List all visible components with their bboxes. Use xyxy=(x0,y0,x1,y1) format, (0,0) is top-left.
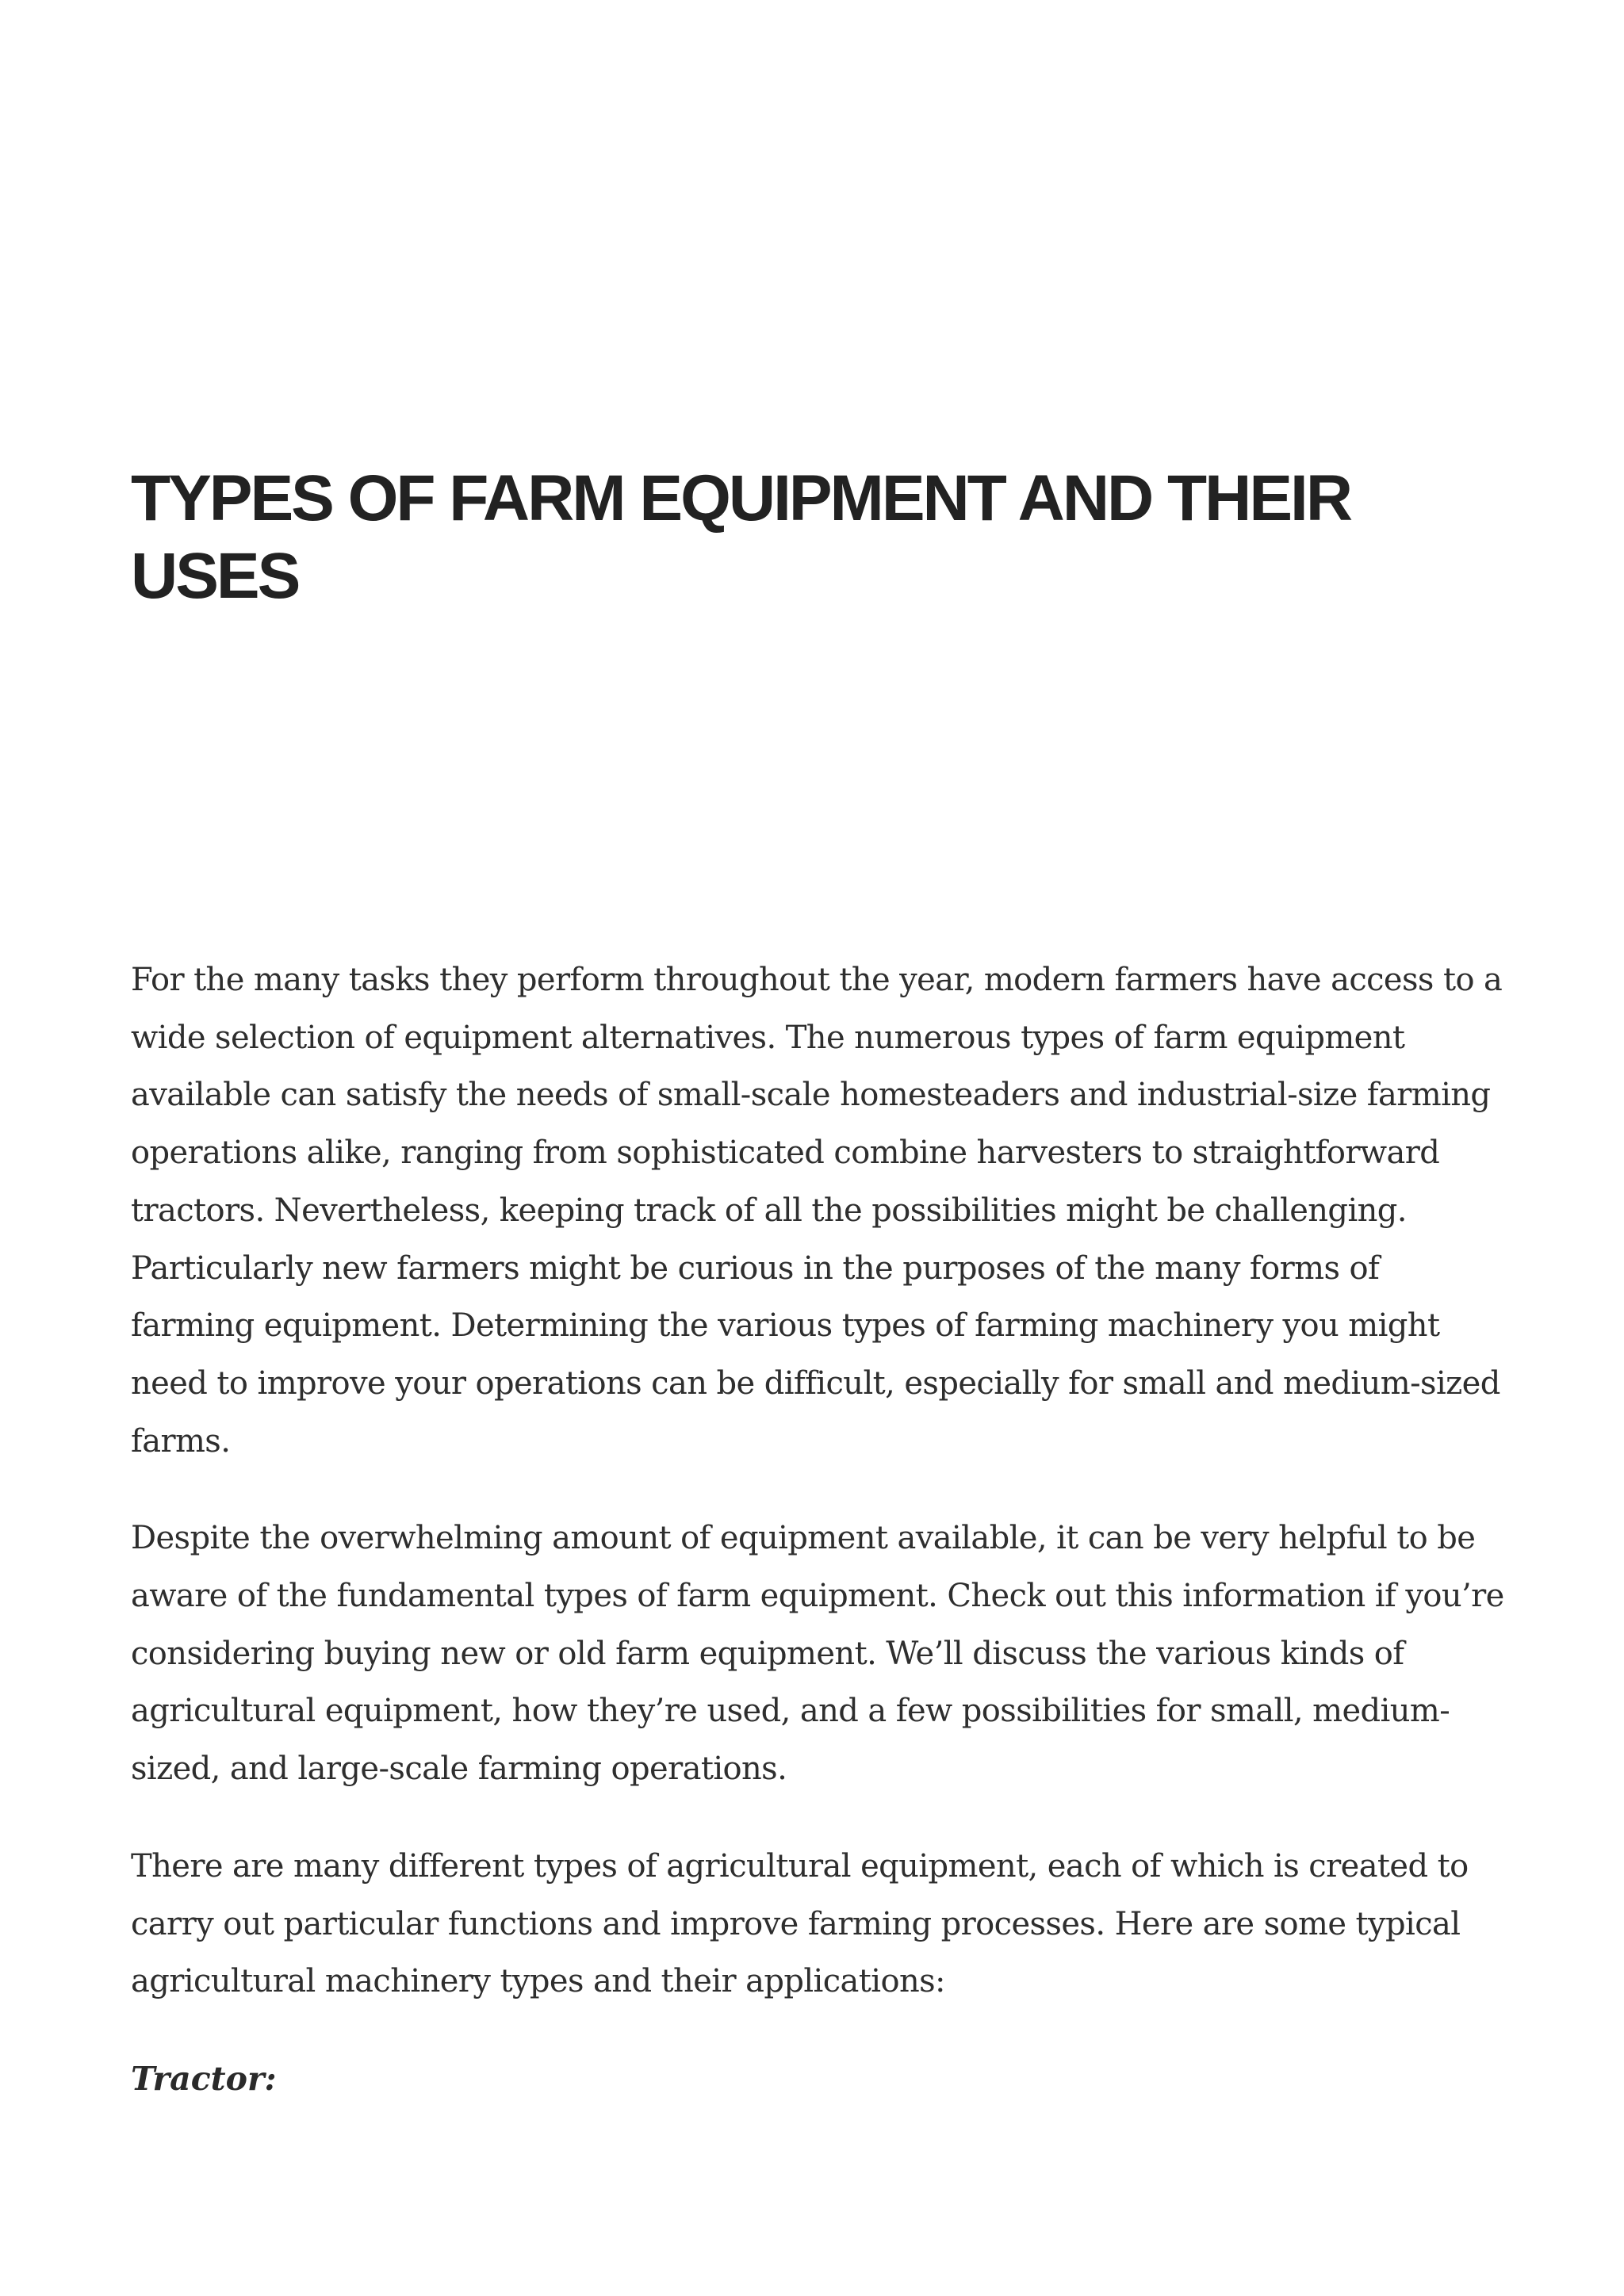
page-title: TYPES OF FARM EQUIPMENT AND THEIR USES xyxy=(131,462,1351,612)
article-body xyxy=(131,951,1511,2107)
intro-paragraph: For the many tasks they perform throughout the year, modern farmers have access to a wide selection of equipment alternatives. The numerous types of farm equipment available can satisfy the needs of small-scale homesteaders and industrial-size farming operations alike, ranging from sophisticated combine harvesters to straightforward tractors. Nevertheless, keeping track of all the possibilities might be challenging. Particularly new farmers might be curious in the purposes of the many forms of farming equipment. Determining the various types of farming machinery you might need to improve your operations can be difficult, especially for small and medium-sized farms. xyxy=(131,962,1503,1460)
section-subheading-tractor: Tractor: xyxy=(131,2059,277,2098)
overview-paragraph: Despite the overwhelming amount of equipment available, it can be very helpful to be aware of the fundamental types of farm equipment. Check out this information if you’re considering buying new or old farm equipment. We’ll discuss the various kinds of agricultural equipment, how they’re used, and a few possibilities for small, medium-sized, and large-scale farming operations. xyxy=(131,1520,1504,1788)
types-intro-paragraph: There are many different types of agricultural equipment, each of which is created to carry out particular functions and improve farming processes. Here are some typical agricultural machinery types and their applications: xyxy=(131,1847,1469,2000)
